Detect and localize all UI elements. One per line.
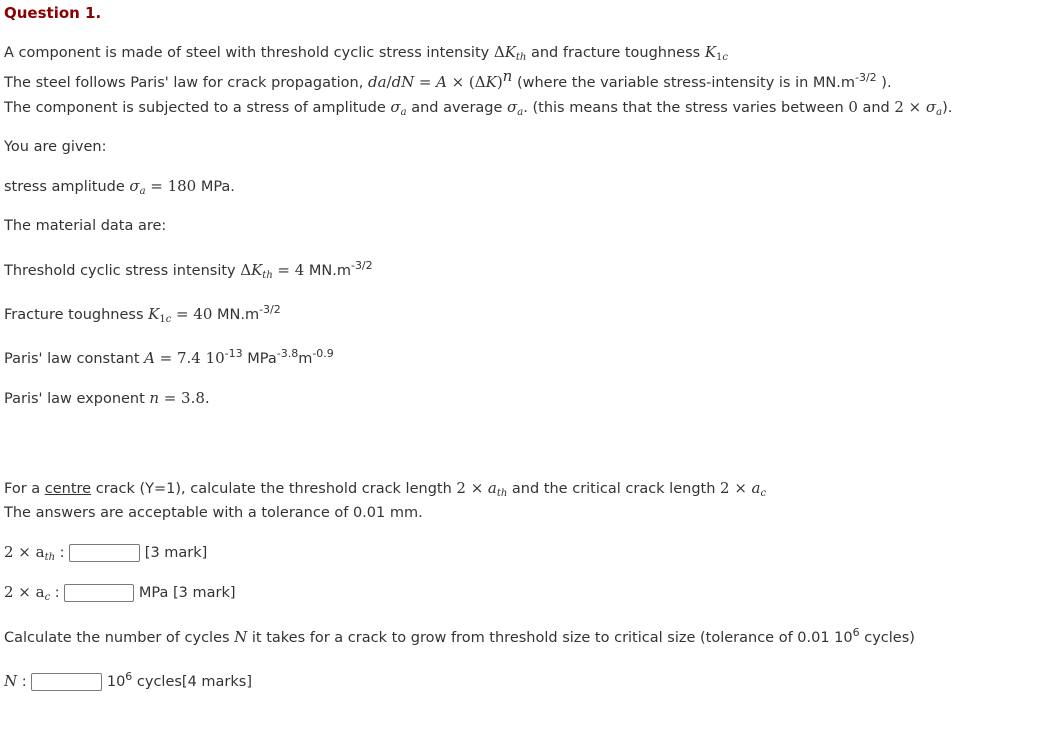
- stress-text-c: . (this means that the stress varies between: [523, 100, 844, 116]
- ath-marks: [3 mark]: [144, 545, 208, 561]
- paris-law-text: The steel follows Paris' law for crack propagation,: [4, 75, 364, 91]
- toughness-unit: MN.m: [216, 307, 260, 323]
- material-label: The material data are:: [4, 218, 167, 234]
- answer-row-n: N : $10^6$ cycles[4 marks]: [4, 670, 253, 690]
- stress-amplitude-line: stress amplitude $\sigma_a = 180$ MPa.: [4, 177, 235, 197]
- stress-text-b: and average: [411, 100, 503, 116]
- paris-constant-unit-mpa-exp: -3.8: [276, 347, 299, 360]
- task2-line: Calculate the number of cycles N it takes for a crack to grow from threshold size to critical size (tolerance of 0.01 $10^6$ cycles): [4, 626, 915, 646]
- paris-exponent-value: = 3.8.: [163, 389, 210, 407]
- stress-text-a: The component is subjected to a stress of amplitude: [4, 100, 386, 116]
- stress-amplitude-value: = 180: [150, 177, 197, 195]
- n-input[interactable]: [31, 673, 102, 691]
- answer-row-ath: $2 \times a_{th}$ : [3 mark]: [4, 543, 208, 563]
- n-unit-exp: 6: [125, 670, 133, 683]
- ac-input[interactable]: [64, 584, 134, 602]
- paris-constant-unit-m: m: [298, 351, 313, 367]
- paris-constant-line: Paris' law constant A = 7.4 $10^{-13}$ $MPa^{-3.8}m^{-0.9}$: [4, 347, 334, 367]
- ac-label: 2 × a: [4, 583, 45, 601]
- task2-text-b: it takes for a crack to grow from threshold size to critical size (tolerance of 0.01 10: [251, 630, 853, 646]
- threshold-exp: -3/2: [350, 259, 373, 272]
- paris-end-text: ).: [881, 75, 892, 91]
- ath-label: 2 × a: [4, 543, 45, 561]
- answer-row-ac: $2 \times a_c$ : MPa [3 mark]: [4, 583, 236, 603]
- paris-exponent-label: Paris' law exponent: [4, 391, 145, 407]
- n-label: N: [4, 672, 18, 690]
- threshold-label: Threshold cyclic stress intensity: [4, 263, 236, 279]
- intro-line-2: The steel follows Paris' law for crack propagation, $da/dN = A \times (\Delta K)^n$ (where the variable stress-intensity is in $MN.m^{-3/2}$ ).: [4, 67, 892, 91]
- given-label: You are given:: [4, 139, 107, 155]
- task2-end: cycles): [864, 630, 915, 646]
- threshold-value: = 4: [277, 261, 305, 279]
- paris-constant-exp: -13: [224, 347, 243, 360]
- task2-exp: 6: [852, 626, 860, 639]
- paris-constant-label: Paris' law constant: [4, 351, 140, 367]
- paris-exponent-line: Paris' law exponent n = 3.8.: [4, 389, 210, 407]
- toughness-value: = 40: [175, 305, 213, 323]
- question-title: Question 1.: [4, 4, 102, 22]
- centre-word: centre: [44, 481, 92, 497]
- task1-text-a: For a: [4, 481, 41, 497]
- task1-text-b: crack (Y=1), calculate the threshold crack length: [95, 481, 452, 497]
- n-unit-base: 10: [106, 674, 126, 690]
- paris-constant-unit-m-exp: -0.9: [312, 347, 334, 360]
- toughness-label: Fracture toughness: [4, 307, 144, 323]
- task1-text-c: and the critical crack length: [511, 481, 716, 497]
- paris-unit-text: (where the variable stress-intensity is in MN.m: [516, 75, 855, 91]
- task2-text-a: Calculate the number of cycles: [4, 630, 230, 646]
- paris-constant-value: = 7.4 10: [159, 349, 225, 367]
- task1-line: For a centre crack (Y=1), calculate the threshold crack length $2 \times a_{th}$ and the critical crack length $2 \times a_c$: [4, 479, 767, 499]
- ac-label-sub: c: [44, 592, 51, 603]
- threshold-line: Threshold cyclic stress intensity $\Delta K_{th} = 4$ $MN.m^{-3/2}$: [4, 259, 373, 281]
- toughness-line: Fracture toughness $K_{1c} = 40$ $MN.m^{-3/2}$: [4, 303, 281, 325]
- ac-unit-marks: MPa [3 mark]: [138, 585, 236, 601]
- tolerance-line: The answers are acceptable with a tolerance of 0.01 mm.: [4, 505, 423, 521]
- intro-line-1: A component is made of steel with threshold cyclic stress intensity $\Delta K_{th}$ and fracture toughness $K_{1c}$: [4, 43, 729, 63]
- intro-line-3: The component is subjected to a stress of amplitude $\sigma_a$ and average $\sigma_a$. (this means that the stress varies between 0 and $2 \times \sigma_a$).: [4, 98, 953, 118]
- n-marks: cycles[4 marks]: [136, 674, 253, 690]
- ath-input[interactable]: [69, 544, 140, 562]
- stress-text-e: ).: [942, 100, 953, 116]
- paris-constant-unit-mpa: MPa: [247, 351, 277, 367]
- intro-text: A component is made of steel with threshold cyclic stress intensity: [4, 45, 490, 61]
- paris-unit-exp: -3/2: [855, 71, 877, 84]
- intro-and-text: and fracture toughness: [530, 45, 701, 61]
- stress-amplitude-label: stress amplitude: [4, 179, 125, 195]
- toughness-exp: -3/2: [259, 303, 281, 316]
- ath-label-sub: th: [44, 552, 56, 563]
- threshold-unit: MN.m: [308, 263, 351, 279]
- stress-amplitude-unit: MPa.: [200, 179, 235, 195]
- stress-text-d: and: [862, 100, 890, 116]
